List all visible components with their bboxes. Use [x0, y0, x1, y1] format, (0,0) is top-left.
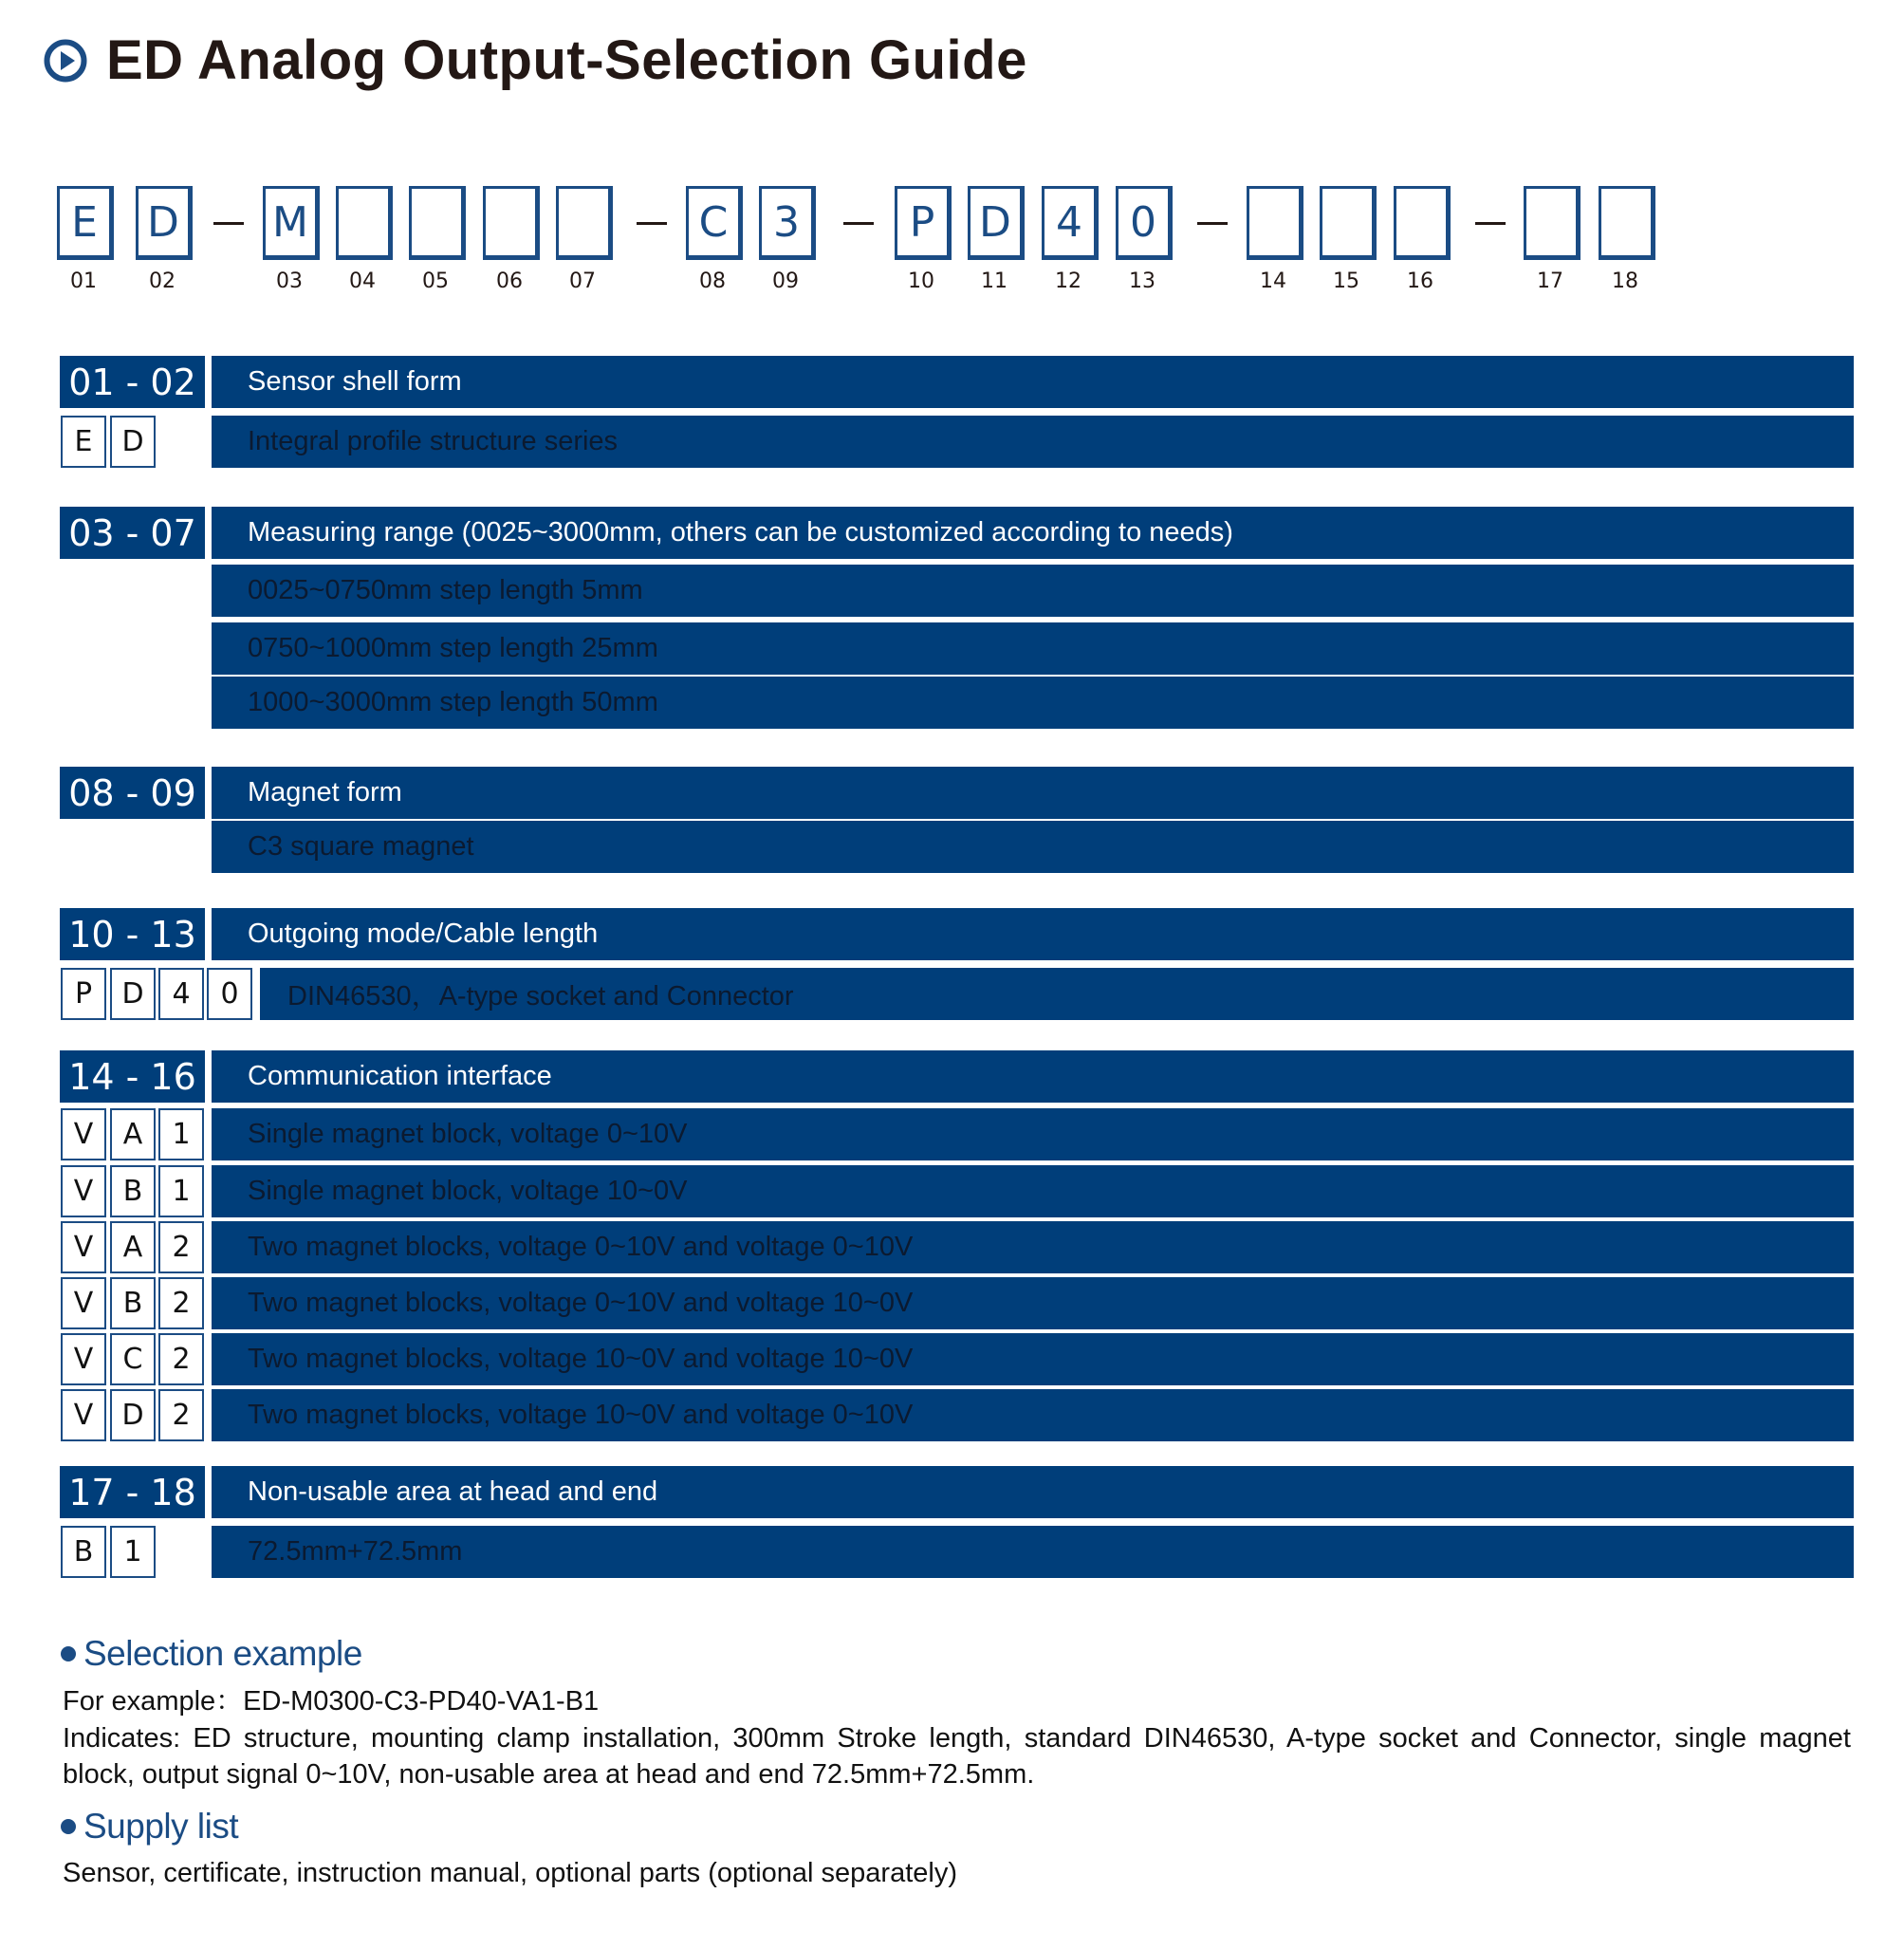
code-box — [409, 186, 466, 260]
option-description: Two magnet blocks, voltage 10~0V and voltage 0~10V — [212, 1389, 1854, 1441]
code-option-box: D — [110, 416, 156, 468]
code-box — [1599, 186, 1655, 260]
model-code-row — [0, 186, 1904, 300]
section-heading: Sensor shell form — [212, 356, 1854, 408]
code-box: P — [895, 186, 952, 260]
section-heading: Magnet form — [212, 767, 1854, 819]
code-box — [483, 186, 540, 260]
code-option-box: V — [61, 1333, 106, 1385]
code-separator — [213, 222, 244, 225]
code-position-number: 14 — [1260, 269, 1286, 293]
code-position-number: 03 — [276, 269, 303, 293]
option-description: 0750~1000mm step length 25mm — [212, 622, 1854, 675]
code-option-box: V — [61, 1165, 106, 1217]
code-position-number: 05 — [422, 269, 449, 293]
section-range-label: 17 - 18 — [60, 1466, 205, 1518]
option-description: 0025~0750mm step length 5mm — [212, 565, 1854, 617]
code-option-box: A — [110, 1108, 156, 1160]
code-separator — [843, 222, 874, 225]
section-range-label: 08 - 09 — [60, 767, 205, 819]
code-box — [1320, 186, 1377, 260]
code-position-number: 09 — [772, 269, 799, 293]
option-description: Single magnet block, voltage 10~0V — [212, 1165, 1854, 1217]
code-position-number: 04 — [349, 269, 376, 293]
section-heading: Communication interface — [212, 1050, 1854, 1103]
code-position-number: 08 — [699, 269, 726, 293]
code-option-box: A — [110, 1221, 156, 1273]
code-option-box: D — [110, 968, 156, 1020]
code-box — [336, 186, 393, 260]
code-position-number: 07 — [569, 269, 596, 293]
code-option-box: V — [61, 1277, 106, 1329]
code-box: D — [968, 186, 1025, 260]
code-box — [1247, 186, 1303, 260]
code-option-box: V — [61, 1108, 106, 1160]
code-box: D — [136, 186, 193, 260]
code-position-number: 15 — [1333, 269, 1359, 293]
code-option-box: 4 — [158, 968, 204, 1020]
code-option-box: P — [61, 968, 106, 1020]
code-option-box: C — [110, 1333, 156, 1385]
code-box: 3 — [759, 186, 816, 260]
section-range-label: 14 - 16 — [60, 1050, 205, 1103]
bullet-icon — [61, 1819, 76, 1834]
code-position-number: 11 — [981, 269, 1007, 293]
supply-list-text: Sensor, certificate, instruction manual, optional parts (optional separately) — [63, 1858, 957, 1888]
code-option-box: 1 — [158, 1165, 204, 1217]
supply-list-heading — [61, 1807, 238, 1847]
code-box: C — [686, 186, 743, 260]
code-option-box: D — [110, 1389, 156, 1441]
page-title: ED Analog Output-Selection Guide — [106, 29, 1027, 91]
example-code-line: For example：ED-M0300-C3-PD40-VA1-B1 — [63, 1686, 600, 1717]
section-heading: Outgoing mode/Cable length — [212, 908, 1854, 960]
code-option-box: B — [110, 1277, 156, 1329]
section-range-label: 10 - 13 — [60, 908, 205, 960]
code-position-number: 01 — [70, 269, 97, 293]
code-box: 0 — [1116, 186, 1173, 260]
code-separator — [1475, 222, 1506, 225]
option-description: Two magnet blocks, voltage 10~0V and voltage 10~0V — [212, 1333, 1854, 1385]
code-box — [1524, 186, 1581, 260]
code-box: 4 — [1042, 186, 1099, 260]
section-range-label: 01 - 02 — [60, 356, 205, 408]
section-range-label: 03 - 07 — [60, 507, 205, 559]
code-position-number: 17 — [1537, 269, 1563, 293]
option-description: Two magnet blocks, voltage 0~10V and voltage 0~10V — [212, 1221, 1854, 1273]
code-box: E — [57, 186, 114, 260]
section-heading: Non-usable area at head and end — [212, 1466, 1854, 1518]
code-box — [1394, 186, 1451, 260]
code-box — [556, 186, 613, 260]
code-position-number: 10 — [908, 269, 934, 293]
code-option-box: 0 — [207, 968, 252, 1020]
option-description: 1000~3000mm step length 50mm — [212, 677, 1854, 729]
code-position-number: 12 — [1055, 269, 1081, 293]
code-position-number: 18 — [1612, 269, 1638, 293]
option-description: 72.5mm+72.5mm — [212, 1526, 1854, 1578]
option-description: Two magnet blocks, voltage 0~10V and voltage 10~0V — [212, 1277, 1854, 1329]
code-option-box: 1 — [110, 1526, 156, 1578]
supply-list-title: Supply list — [83, 1807, 239, 1846]
code-position-number: 16 — [1407, 269, 1433, 293]
code-position-number: 06 — [496, 269, 523, 293]
code-option-box: E — [61, 416, 106, 468]
code-option-box: B — [110, 1165, 156, 1217]
code-separator — [637, 222, 667, 225]
selection-example-title: Selection example — [83, 1634, 362, 1673]
code-position-number: 13 — [1129, 269, 1155, 293]
code-option-box: 1 — [158, 1108, 204, 1160]
code-position-number: 02 — [149, 269, 176, 293]
option-description: DIN46530，A-type socket and Connector — [260, 968, 1854, 1020]
bullet-icon — [61, 1646, 76, 1661]
code-option-box: B — [61, 1526, 106, 1578]
page-header — [44, 28, 1027, 92]
option-description: Single magnet block, voltage 0~10V — [212, 1108, 1854, 1160]
option-description: C3 square magnet — [212, 821, 1854, 873]
code-option-box: 2 — [158, 1333, 204, 1385]
example-description: Indicates: ED structure, mounting clamp installation, 300mm Stroke length, standard DIN46530, A-type socket and Connector, single magnet block, output signal 0~10V, non-usable area at head and end 72.5mm+72.5mm. — [63, 1723, 1851, 1790]
play-circle-icon — [44, 39, 87, 83]
code-separator — [1197, 222, 1228, 225]
code-box: M — [263, 186, 320, 260]
code-option-box: 2 — [158, 1277, 204, 1329]
code-option-box: V — [61, 1389, 106, 1441]
selection-example-heading — [61, 1634, 362, 1674]
code-option-box: 2 — [158, 1389, 204, 1441]
option-description: Integral profile structure series — [212, 416, 1854, 468]
code-option-box: 2 — [158, 1221, 204, 1273]
section-heading: Measuring range (0025~3000mm, others can be customized according to needs) — [212, 507, 1854, 559]
code-option-box: V — [61, 1221, 106, 1273]
